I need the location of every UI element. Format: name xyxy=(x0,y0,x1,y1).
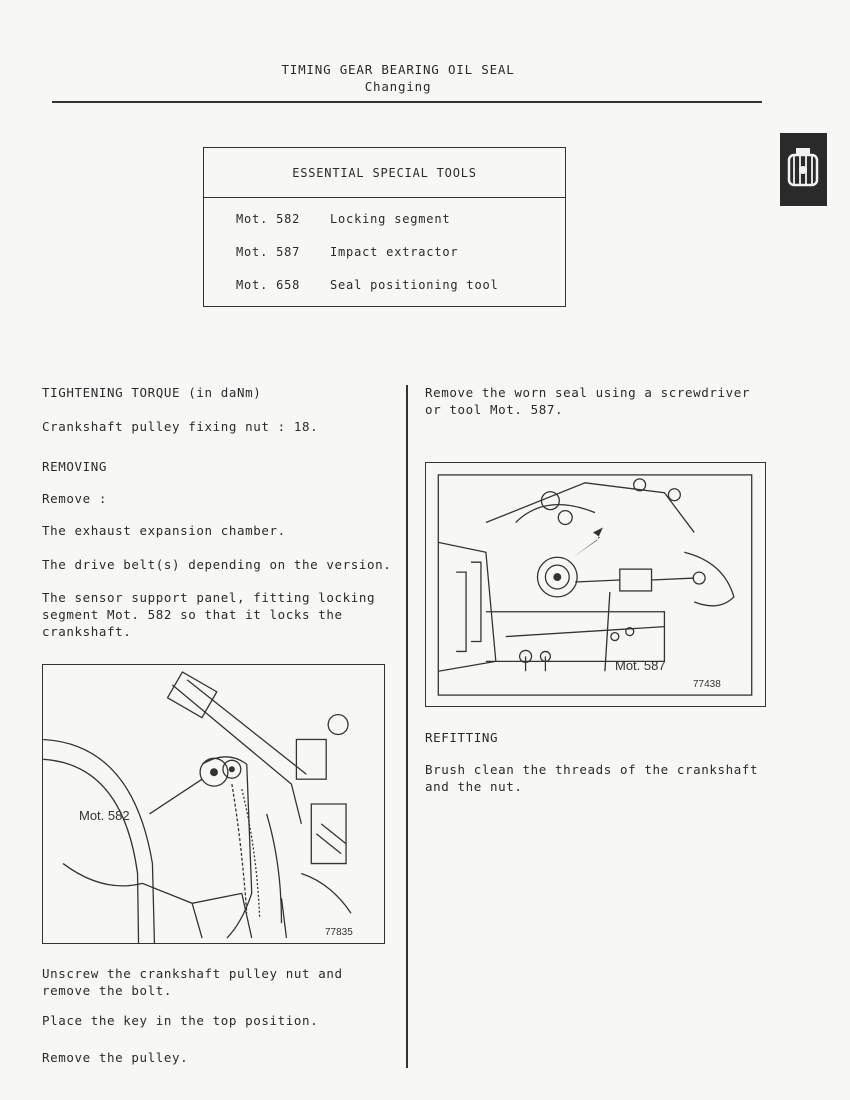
seal-removal-text: Remove the worn seal using a screwdriver xyxy=(425,385,751,400)
column-divider xyxy=(406,385,408,1068)
tool-name: Seal positioning tool xyxy=(330,278,499,292)
removing-heading: REMOVING xyxy=(42,459,108,474)
section-tab xyxy=(780,133,827,206)
tool-code: Mot. 582 xyxy=(236,212,301,226)
remove-label: Remove : xyxy=(42,491,108,506)
tool-row xyxy=(236,212,450,226)
figure-impact-extractor xyxy=(425,462,766,707)
tool-name: Impact extractor xyxy=(330,245,459,259)
removing-step: Place the key in the top position. xyxy=(42,1013,319,1028)
removing-step: Remove the pulley. xyxy=(42,1050,189,1065)
tool-code: Mot. 658 xyxy=(236,278,301,292)
removing-step: The drive belt(s) depending on the version. xyxy=(42,557,392,572)
figure-label: Mot. 582 xyxy=(79,808,130,823)
engine-icon xyxy=(780,133,827,206)
removing-step: remove the bolt. xyxy=(42,983,173,998)
tool-row xyxy=(236,245,458,259)
page-title: TIMING GEAR BEARING OIL SEAL xyxy=(281,62,515,77)
torque-heading: TIGHTENING TORQUE (in daNm) xyxy=(42,385,262,400)
seal-removal-text: or tool Mot. 587. xyxy=(425,402,564,417)
refitting-text: and the nut. xyxy=(425,779,523,794)
header-rule xyxy=(52,101,762,103)
tools-heading: ESSENTIAL SPECIAL TOOLS xyxy=(204,148,565,198)
torque-item: Crankshaft pulley fixing nut : 18. xyxy=(42,419,319,434)
removing-step: crankshaft. xyxy=(42,624,132,639)
figure-number: 77438 xyxy=(693,679,721,690)
figure-locking-segment xyxy=(42,664,385,944)
refitting-heading: REFITTING xyxy=(425,730,499,745)
engine-diagram-illustration xyxy=(43,665,384,943)
tools-box xyxy=(203,147,566,307)
removing-step: segment Mot. 582 so that it locks the xyxy=(42,607,343,622)
removing-step: Unscrew the crankshaft pulley nut and xyxy=(42,966,343,981)
refitting-text: Brush clean the threads of the crankshaft xyxy=(425,762,759,777)
tool-row xyxy=(236,278,499,292)
extractor-diagram-illustration xyxy=(426,463,765,706)
figure-label: Mot. 587 xyxy=(615,658,666,673)
figure-number: 77835 xyxy=(325,927,353,938)
removing-step: The exhaust expansion chamber. xyxy=(42,523,286,538)
page-subtitle: Changing xyxy=(364,79,432,94)
removing-step: The sensor support panel, fitting locking xyxy=(42,590,376,605)
tool-code: Mot. 587 xyxy=(236,245,301,259)
tool-name: Locking segment xyxy=(330,212,451,226)
